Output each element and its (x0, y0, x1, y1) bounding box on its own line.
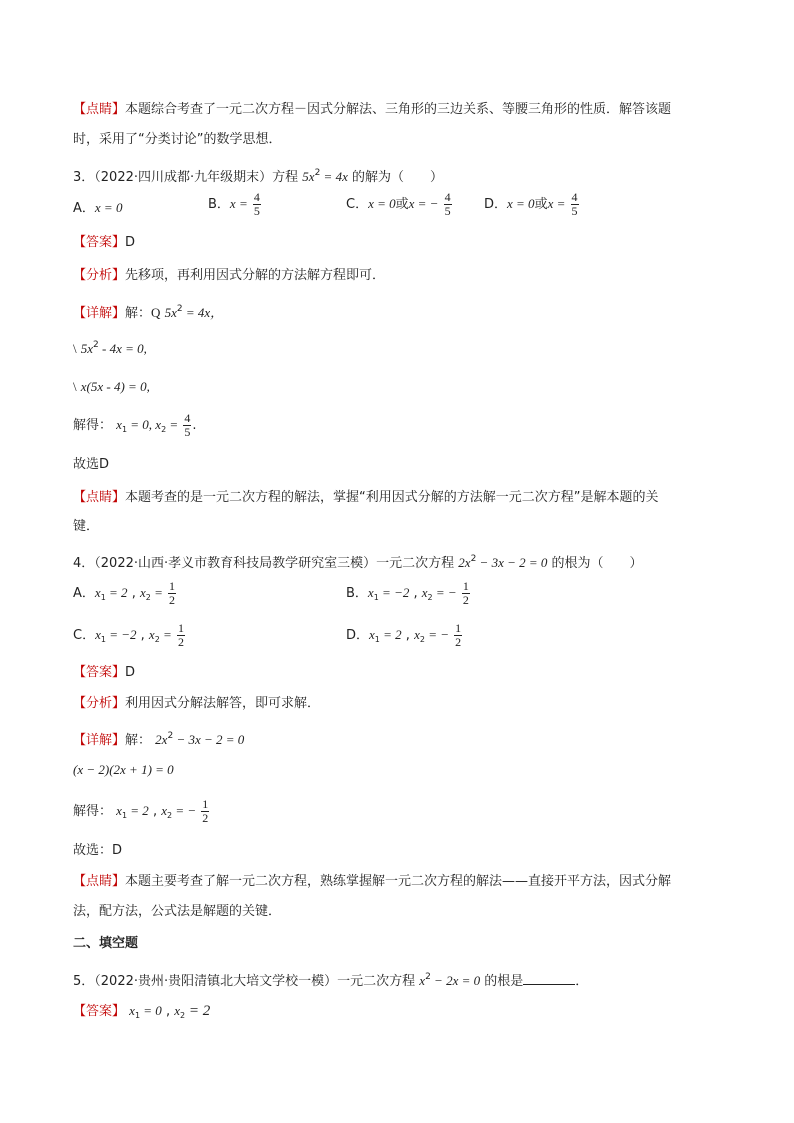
q4-answer: 【答案】D (73, 665, 136, 680)
q5-answer: 【答案】 $x_1 = 0$ , $x_2 = 2$ (73, 1003, 211, 1020)
q3-option-d: D．x = 0或x = $\frac{4}{5}$ (484, 190, 578, 218)
q3-comment-1: 【点睛】本题考查的是一元二次方程的解法，掌握“利用因式分解的方法解一元二次方程”是解本题的关 (73, 490, 659, 505)
q4-step-2: (x − 2)(2x + 1) = 0 (73, 762, 174, 777)
question-5: 5．（2022·贵州·贵阳清镇北大培文学校一模）一元二次方程 $x^2 - 2x = 0$ 的根是 ． (73, 972, 589, 989)
q3-analysis: 【分析】先移项，再利用因式分解的方法解方程即可． (73, 268, 386, 283)
q4-comment-2: 法，配方法，公式法是解题的关键． (73, 904, 282, 919)
q4-option-d: D．$x_1 = 2$ , $x_2$ = − $\frac{1}{2}$ (346, 621, 462, 649)
q4-comment-1: 【点睛】本题主要考查了解一元二次方程，熟练掌握解一元二次方程的解法——直接开平方法，因式分解 (73, 874, 672, 889)
fraction: $\frac{4}{5}$ (571, 190, 578, 218)
comment-line-1: 【点睛】本题综合考查了一元二次方程－因式分解法、三角形的三边关系、等腰三角形的性质．解答该题 (73, 102, 672, 117)
fraction: $\frac{4}{5}$ (444, 190, 451, 218)
fraction: $\frac{4}{5}$ (184, 411, 191, 439)
q3-comment-2: 键． (73, 519, 100, 534)
q4-solution: 解得： $x_1 = 2$ , $x_2$ = − $\frac{1}{2}$ (73, 797, 209, 825)
q4-option-c: C．$x_1 = -2$ , $x_2$ = $\frac{1}{2}$ (73, 621, 184, 649)
q4-analysis: 【分析】利用因式分解法解答，即可求解． (73, 696, 321, 711)
q3-step-3: \ x(5x - 4) = 0, (73, 379, 150, 394)
q3-answer: 【答案】D (73, 235, 136, 250)
q4-option-a: A．$x_1 = 2$ , $x_2$ = $\frac{1}{2}$ (73, 579, 176, 607)
comment-line-2: 时，采用了“分类讨论”的数学思想． (73, 132, 282, 147)
fraction: $\frac{4}{5}$ (253, 190, 260, 218)
q4-detail: 【详解】解： $2x^2 - 3x - 2 = 0$ (73, 731, 245, 748)
question-4: 4．（2022·山西·孝义市教育科技局教学研究室三模）一元二次方程 $2x^2 - 3x - 2 = 0$ 的根为（ ） (73, 554, 643, 571)
q3-option-a: A．x = 0 (73, 200, 123, 216)
question-3: 3．（2022·四川成都·九年级期末）方程 $5x^2 = 4x$ 的解为（ ） (73, 168, 443, 185)
q3-step-2: \ $5x^2 - 4x = 0$, (73, 340, 147, 356)
answer-blank (523, 972, 575, 985)
q3-option-c: C．x = 0或x = − $\frac{4}{5}$ (346, 190, 451, 218)
section-heading: 二、填空题 (73, 936, 139, 951)
q3-option-b: B．x = $\frac{4}{5}$ (208, 190, 260, 218)
q3-solution: 解得： $x_1 = 0$, $x_2$ = $\frac{4}{5}$ . (73, 411, 197, 439)
q3-detail: 【详解】解：Q $5x^2 = 4x$， (73, 304, 224, 321)
q4-choose: 故选：D (73, 843, 123, 858)
q3-choose: 故选D (73, 457, 110, 472)
q4-option-b: B．$x_1 = -2$ , $x_2$ = − $\frac{1}{2}$ (346, 579, 469, 607)
comment-tag: 【点睛】 (73, 102, 126, 117)
